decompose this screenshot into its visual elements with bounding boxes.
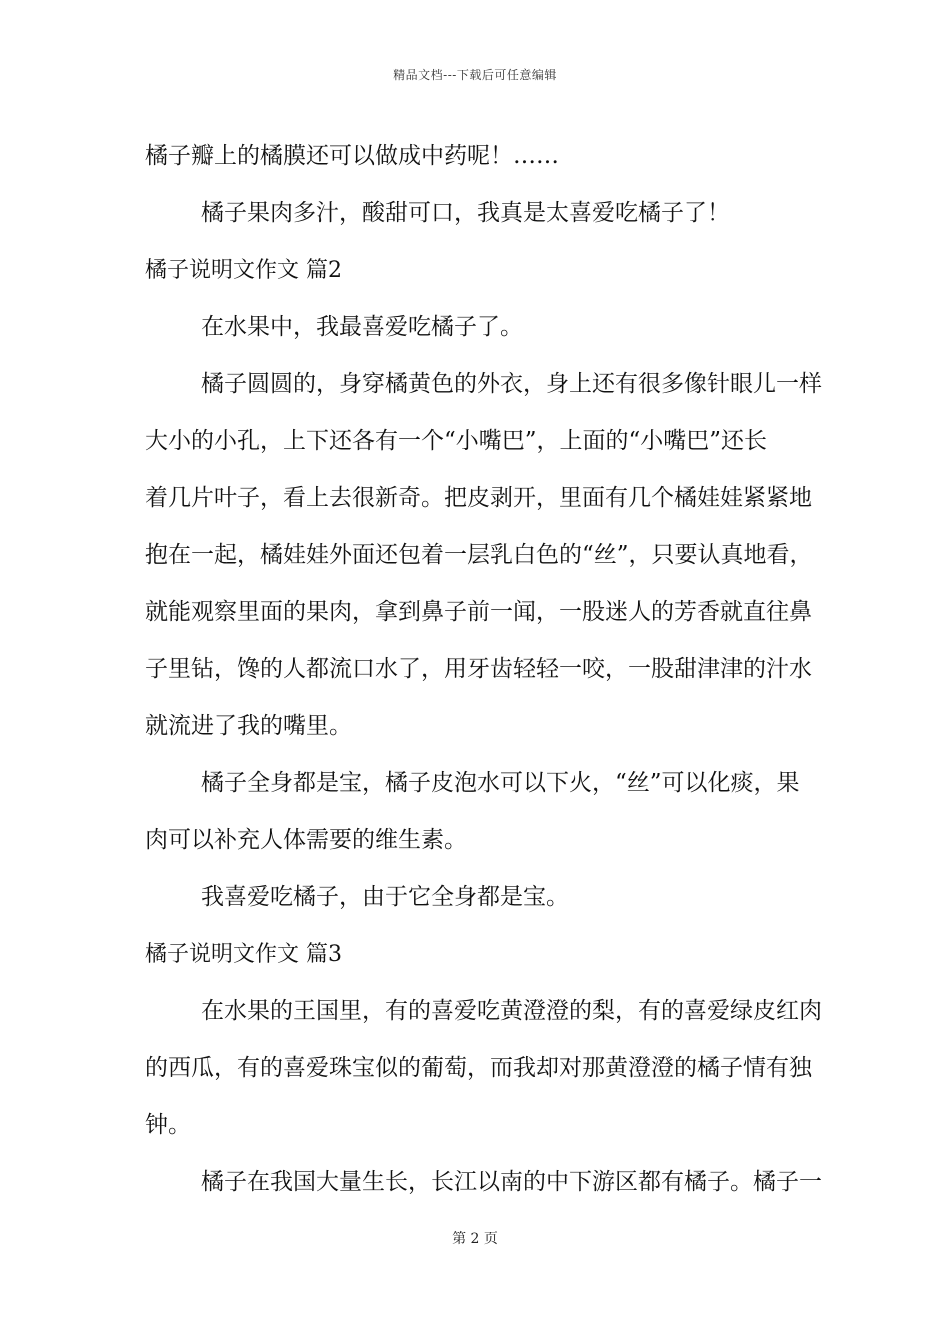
- paragraph-line: 在水果的王国里，有的喜爱吃黄澄澄的梨，有的喜爱绿皮红肉: [201, 998, 822, 1024]
- paragraph-line: 钟。: [145, 1112, 191, 1138]
- paragraph-line: 橘子瓣上的橘膜还可以做成中药呢！……: [145, 143, 559, 169]
- paragraph-line: 在水果中，我最喜爱吃橘子了。: [201, 314, 523, 340]
- paragraph-line: 抱在一起，橘娃娃外面还包着一层乳白色的“丝”，只要认真地看，: [145, 542, 813, 568]
- section-heading: 橘子说明文作文 篇3: [145, 942, 342, 967]
- paragraph-line: 橘子在我国大量生长，长江以南的中下游区都有橘子。橘子一: [201, 1169, 822, 1195]
- paragraph-line: 大小的小孔，上下还各有一个“小嘴巴”，上面的“小嘴巴”还长: [145, 428, 768, 454]
- paragraph-line: 着几片叶子，看上去很新奇。把皮剥开，里面有几个橘娃娃紧紧地: [145, 485, 812, 511]
- paragraph-line: 肉可以补充人体需要的维生素。: [145, 827, 467, 853]
- paragraph-line: 就能观察里面的果肉，拿到鼻子前一闻，一股迷人的芳香就直往鼻: [145, 599, 812, 625]
- page-header: 精品文档---下载后可任意编辑: [393, 68, 557, 82]
- paragraph-line: 我喜爱吃橘子，由于它全身都是宝。: [201, 884, 569, 910]
- paragraph-line: 的西瓜，有的喜爱珠宝似的葡萄，而我却对那黄澄澄的橘子情有独: [145, 1055, 812, 1081]
- page-number: 第 2 页: [452, 1231, 498, 1247]
- paragraph-line: 橘子圆圆的，身穿橘黄色的外衣，身上还有很多像针眼儿一样: [201, 371, 822, 397]
- paragraph-line: 就流进了我的嘴里。: [145, 713, 352, 739]
- document-body: [145, 128, 835, 1211]
- paragraph-line: 橘子全身都是宝，橘子皮泡水可以下火，“丝”可以化痰，果: [201, 770, 800, 796]
- paragraph-line: 橘子果肉多汁，酸甜可口，我真是太喜爱吃橘子了！: [201, 200, 730, 226]
- paragraph-line: 子里钻，馋的人都流口水了，用牙齿轻轻一咬，一股甜津津的汁水: [145, 656, 812, 682]
- section-heading: 橘子说明文作文 篇2: [145, 258, 342, 283]
